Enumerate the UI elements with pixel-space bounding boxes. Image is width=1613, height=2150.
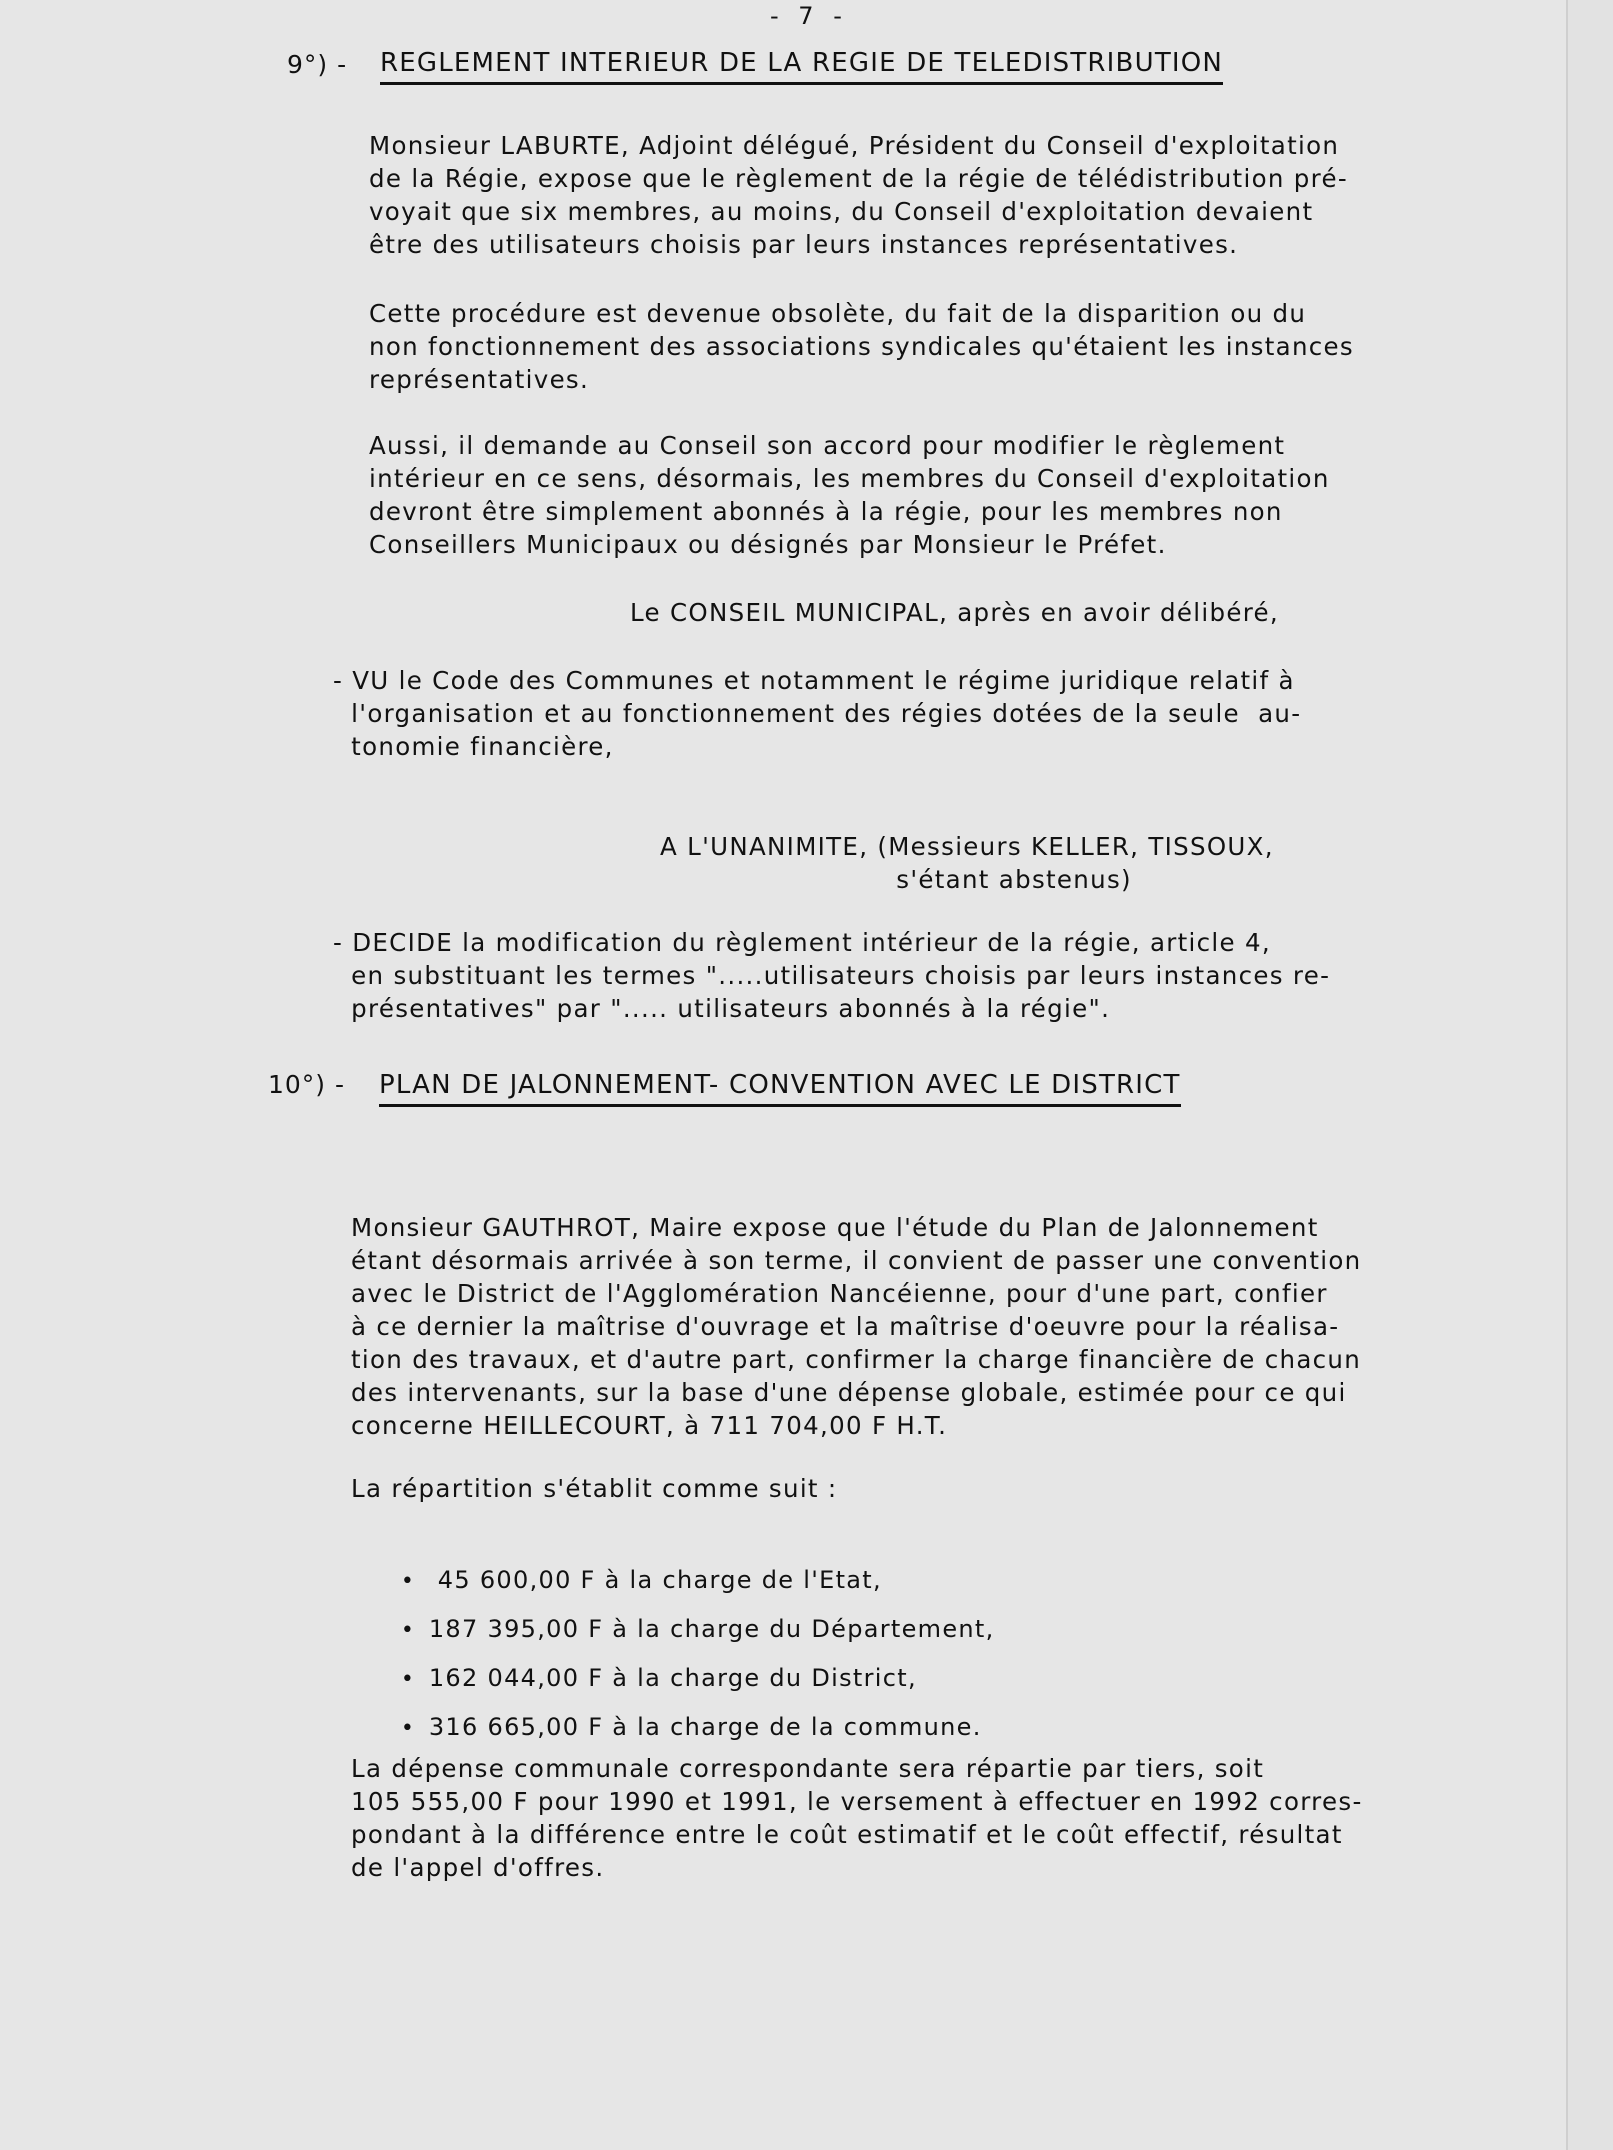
- repartition-amount: 187 395,00 F: [428, 1615, 604, 1643]
- section-10-title: PLAN DE JALONNEMENT- CONVENTION AVEC LE DISTRICT: [379, 1070, 1181, 1107]
- vote-result: A L'UNANIMITE, (Messieurs KELLER, TISSOUX, s'étant abstenus): [660, 832, 1274, 894]
- section-9-title: REGLEMENT INTERIEUR DE LA REGIE DE TELEDISTRIBUTION: [380, 48, 1223, 85]
- repartition-text: à la charge du District,: [612, 1664, 917, 1692]
- bullet-icon: •: [400, 1667, 416, 1692]
- bullet-icon: •: [400, 1569, 416, 1594]
- repartition-text: à la charge de l'Etat,: [604, 1566, 882, 1594]
- section-10-intro: Monsieur GAUTHROT, Maire expose que l'étude du Plan de Jalonnement étant désormais arrivée à son terme, il convient de passer une convention avec le District de l'Agglomération Nancéienne, pour d'une part, confier à ce dernier la maîtrise d'ouvrage et la maîtrise d'oeuvre pour la réalisa- tion des travaux, et d'autre part, confirmer la charge financière de chacun des intervenants, sur la base d'une dépense globale, estimée pour ce qui concerne HEILLECOURT, à 711 704,00 F H.T.: [351, 1213, 1362, 1440]
- repartition-label: La répartition s'établit comme suit :: [351, 1474, 838, 1503]
- page-number: - 7 -: [770, 2, 848, 30]
- section-9-paragraph-1: Monsieur LABURTE, Adjoint délégué, Président du Conseil d'exploitation de la Régie, expose que le règlement de la régie de télédistribution pré- voyait que six membres, au moins, du Conseil d'exploitation devaient être des utilisateurs choisis par leurs instances représentatives.: [369, 131, 1348, 259]
- bullet-icon: •: [400, 1618, 416, 1643]
- repartition-amount: 45 600,00 F: [428, 1566, 596, 1594]
- section-9-number: 9°) -: [287, 50, 348, 79]
- repartition-item: [383, 1538, 882, 1594]
- section-10-conclusion: La dépense communale correspondante sera répartie par tiers, soit 105 555,00 F pour 1990 et 1991, le versement à effectuer en 1992 corres- pondant à la différence entre le coût estimatif et le coût effectif, résultat de l'appel d'offres.: [351, 1754, 1363, 1882]
- bullet-icon: •: [400, 1716, 416, 1741]
- repartition-item: [383, 1636, 917, 1692]
- section-9-paragraph-3: Aussi, il demande au Conseil son accord pour modifier le règlement intérieur en ce sens, désormais, les membres du Conseil d'exploitation devront être simplement abonnés à la régie, pour les membres non Conseillers Municipaux ou désignés par Monsieur le Préfet.: [369, 431, 1330, 559]
- repartition-amount: 162 044,00 F: [428, 1664, 604, 1692]
- repartition-text: à la charge du Département,: [612, 1615, 995, 1643]
- repartition-item: [383, 1685, 982, 1741]
- repartition-item: [383, 1587, 995, 1643]
- repartition-text: à la charge de la commune.: [612, 1713, 982, 1741]
- repartition-amount: 316 665,00 F: [428, 1713, 604, 1741]
- deliberation-statement: Le CONSEIL MUNICIPAL, après en avoir délibéré,: [630, 598, 1279, 627]
- scan-margin: [1568, 0, 1613, 2150]
- section-10-number: 10°) -: [268, 1070, 346, 1099]
- decide-clause: - DECIDE la modification du règlement intérieur de la régie, article 4, en substituant les termes ".....utilisateurs choisis par leurs instances re- présentatives" par "..... utilisateurs abonnés à la régie".: [333, 928, 1331, 1023]
- section-9-paragraph-2: Cette procédure est devenue obsolète, du fait de la disparition ou du non fonctionnement des associations syndicales qu'étaient les instances représentatives.: [369, 299, 1354, 394]
- vu-clause: - VU le Code des Communes et notamment le régime juridique relatif à l'organisation et au fonctionnement des régies dotées de la seule au- tonomie financière,: [333, 666, 1302, 761]
